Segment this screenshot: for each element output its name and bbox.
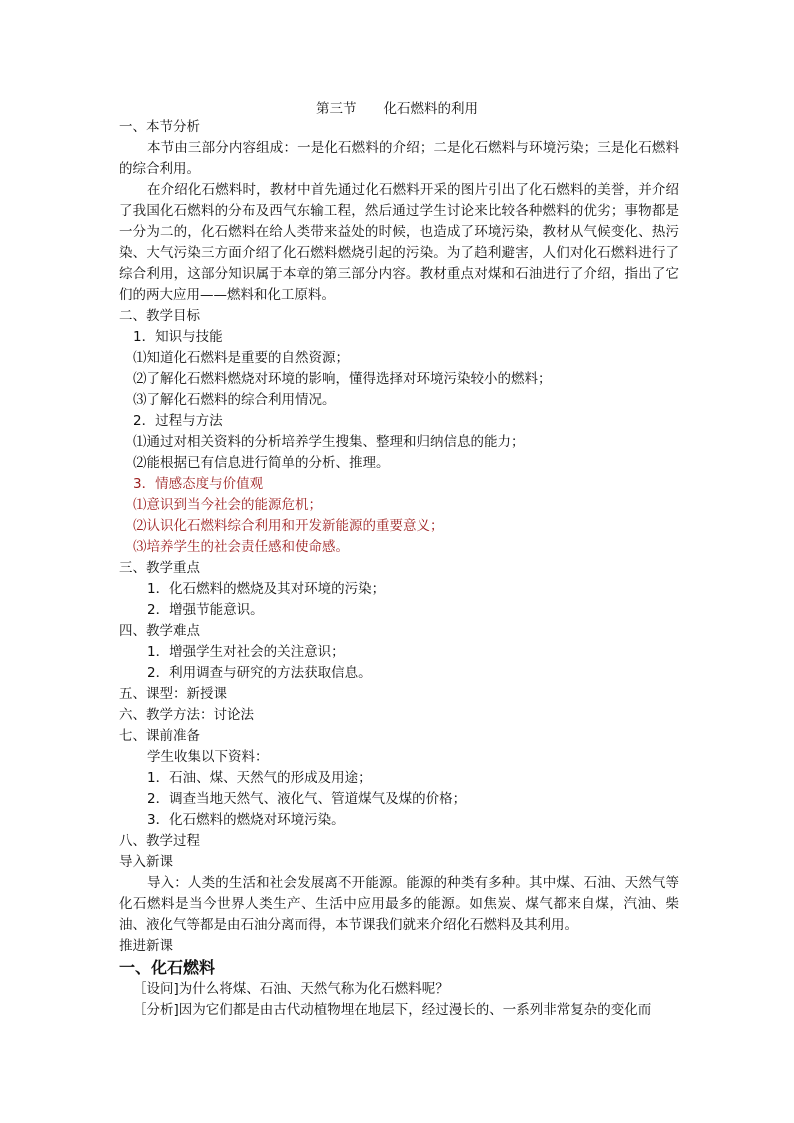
heading-key-points: 三、教学重点 <box>119 560 200 576</box>
goal-item: ⑵能根据已有信息进行简单的分析、推理。 <box>133 455 390 471</box>
preparation-item: 2．调查当地天然气、液化气、管道煤气及煤的价格； <box>147 791 467 807</box>
goal-group-values: 3．情感态度与价值观 <box>133 476 264 492</box>
goal-item: ⑴意识到当今社会的能源危机； <box>133 497 322 513</box>
question-line: ［设问]为什么将煤、石油、天然气称为化石燃料呢？ <box>133 981 449 997</box>
goal-group-knowledge: 1．知识与技能 <box>133 329 223 345</box>
goal-item: ⑵认识化石燃料综合利用和开发新能源的重要意义； <box>133 518 444 534</box>
heading-advance-lesson: 推进新课 <box>119 938 173 954</box>
goal-group-process: 2．过程与方法 <box>133 413 223 429</box>
goal-item: ⑵了解化石燃料燃烧对环境的影响，懂得选择对环境污染较小的燃料； <box>133 371 552 387</box>
paragraph-content: 在介绍化石燃料时，教材中首先通过化石燃料开采的图片引出了化石燃料的美誉，并介绍了我国化石燃料的分布及西气东输工程，然后通过学生讨论来比较各种燃料的优劣；事物都是一分为二的，化石燃料在给人类带来益处的时候，也造成了环境污染，教材从气候变化、热污染、大气污染三方面介绍了化石燃料燃烧引起的污染。为了趋利避害，人们对化石燃料进行了综合利用，这部分知识属于本章的第三部分内容。教材重点对煤和石油进行了介绍，指出了它们的两大应用——燃料和化工原料。 <box>119 182 679 303</box>
paragraph-structure: 本节由三部分内容组成：一是化石燃料的介绍；二是化石燃料与环境污染；三是化石燃料的综合利用。 <box>119 140 679 177</box>
heading-process: 八、教学过程 <box>119 833 200 849</box>
section-title: 第三节 化石燃料的利用 <box>316 101 478 117</box>
key-point-item: 1．化石燃料的燃烧及其对环境的污染； <box>147 581 386 597</box>
preparation-item: 3．化石燃料的燃烧对环境污染。 <box>147 812 345 828</box>
analysis-line: ［分析]因为它们都是由古代动植物埋在地层下，经过漫长的、一系列非常复杂的变化而 <box>133 1002 652 1018</box>
heading-lesson-type: 五、课型：新授课 <box>119 686 227 702</box>
goal-item: ⑶培养学生的社会责任感和使命感。 <box>133 539 349 555</box>
heading-preparation: 七、课前准备 <box>119 728 200 744</box>
preparation-intro: 学生收集以下资料： <box>147 749 269 765</box>
key-point-item: 2．增强节能意识。 <box>147 602 264 618</box>
heading-intro-lesson: 导入新课 <box>119 854 173 870</box>
heading-teaching-method: 六、教学方法：讨论法 <box>119 707 254 723</box>
difficulty-item: 2．利用调查与研究的方法获取信息。 <box>147 665 372 681</box>
heading-analysis: 一、本节分析 <box>119 119 200 135</box>
document-body <box>119 117 679 1021</box>
goal-item: ⑶了解化石燃料的综合利用情况。 <box>133 392 336 408</box>
goal-item: ⑴通过对相关资料的分析培养学生搜集、整理和归纳信息的能力； <box>133 434 525 450</box>
heading-goals: 二、教学目标 <box>119 308 200 324</box>
paragraph-intro: 导入：人类的生活和社会发展离不开能源。能源的种类有多种。其中煤、石油、天然气等化石燃料是当今世界人类生产、生活中应用最多的能源。如焦炭、煤气都来自煤，汽油、柴油、液化气等都是由石油分离而得，本节课我们就来介绍化石燃料及其利用。 <box>119 875 679 933</box>
heading-fossil-fuels: 一、化石燃料 <box>119 958 216 977</box>
difficulty-item: 1．增强学生对社会的关注意识； <box>147 644 345 660</box>
goal-item: ⑴知道化石燃料是重要的自然资源； <box>133 350 349 366</box>
heading-difficulties: 四、教学难点 <box>119 623 200 639</box>
preparation-item: 1．石油、煤、天然气的形成及用途； <box>147 770 372 786</box>
